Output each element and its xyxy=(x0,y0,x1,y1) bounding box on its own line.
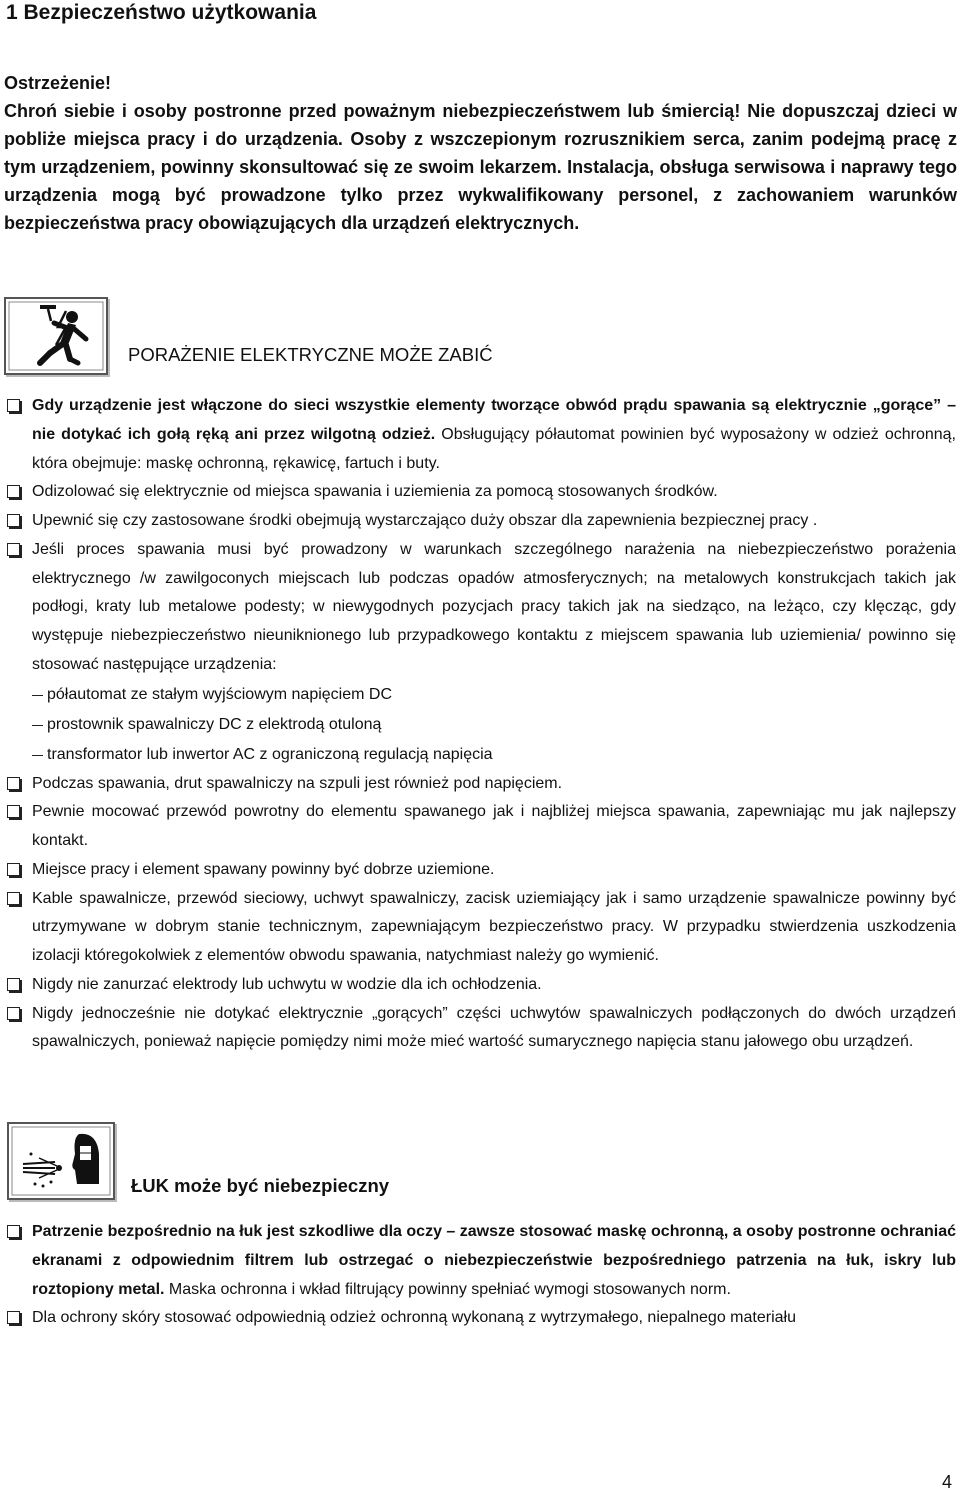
welding-arc-warning-icon xyxy=(7,1122,115,1200)
item-text: Nigdy nie zanurzać elektrody lub uchwytu w wodzie dla ich ochłodzenia. xyxy=(32,975,542,993)
checkbox-bullet-icon xyxy=(7,514,20,527)
list-item xyxy=(6,1000,956,1058)
list-item xyxy=(6,971,956,1000)
item-text: Podczas spawania, drut spawalniczy na szpuli jest również pod napięciem. xyxy=(32,774,563,792)
page-number: 4 xyxy=(941,1472,952,1492)
list-item xyxy=(6,770,956,799)
equipment-sublist xyxy=(32,680,956,770)
list-item xyxy=(6,1218,956,1304)
item-text: Pewnie mocować przewód powrotny do elementu spawanego jak i najbliżej miejsca spawania, zapewniając mu jak najlepszy kontakt. xyxy=(32,803,956,849)
sublist-item: transformator lub inwertor AC z ograniczoną regulacją napięcia xyxy=(32,740,956,770)
checkbox-bullet-icon xyxy=(7,485,20,498)
warning-label: Ostrzeżenie! xyxy=(4,73,112,93)
list-item xyxy=(6,507,956,536)
item-text: Upewnić się czy zastosowane środki obejmują wystarczająco duży obszar dla zapewnienia bezpiecznej pracy . xyxy=(32,512,818,529)
checkbox-bullet-icon xyxy=(7,1007,20,1020)
item-text: Maska ochronna i wkład filtrujący powinny spełniać wymogi stosowanych norm. xyxy=(164,1280,731,1298)
checkbox-bullet-icon xyxy=(7,543,20,556)
list-item xyxy=(6,798,956,856)
checkbox-bullet-icon xyxy=(7,892,20,905)
item-text: Nigdy jednocześnie nie dotykać elektrycznie „gorących” części uchwytów spawalniczych podłączonych do dwóch urządzeń spawalniczych, ponieważ napięcie pomiędzy nimi może mieć wartość sumarycznego napięcia stanu jałowego obu urządzeń. xyxy=(32,1004,956,1051)
item-text: Dla ochrony skóry stosować odpowiednią odzież ochronną wykonaną z wytrzymałego, niepalnego materiału xyxy=(32,1309,796,1327)
checkbox-bullet-icon xyxy=(7,399,20,412)
list-item xyxy=(6,478,956,507)
checkbox-bullet-icon xyxy=(7,1225,20,1238)
item-bold-text: Gdy urządzenie jest włączone do sieci wszystkie elementy tworzące obwód prądu spawania są elektrycznie „gorące” – nie dotykać ich gołą ręką ani przez wilgotną odzież. xyxy=(32,397,956,443)
list-item xyxy=(6,856,956,885)
shock-safety-list xyxy=(6,392,956,1057)
item-text: Kable spawalnicze, przewód sieciowy, uchwyt spawalniczy, zacisk uziemiający jak i samo urządzenie spawalnicze powinny być utrzymywane w dobrym stanie technicznym, zapewniającym bezpieczeństwo pracy. W przypadku stwierdzenia uszkodzenia izolacji któregokolwiek z elementów obwodu spawania, natychmiast należy go wymienić. xyxy=(32,889,956,964)
arc-safety-list xyxy=(6,1218,956,1333)
item-text: Odizolować się elektrycznie od miejsca spawania i uziemienia za pomocą stosowanych środków. xyxy=(32,483,718,501)
item-text: Miejsce pracy i element spawany powinny być dobrze uziemione. xyxy=(32,860,495,878)
shock-section-title: PORAŻENIE ELEKTRYCZNE MOŻE ZABIĆ xyxy=(128,344,493,365)
warning-text: Chroń siebie i osoby postronne przed poważnym niebezpieczeństwem lub śmiercią! Nie dopuszczaj dzieci w pobliże miejsca pracy i do urządzenia. Osoby z wszczepionym rozrusznikiem serca, zanim podejmą pracę z tym urządzeniem, powinny skonsultować się ze swoim lekarzem. Instalacja, obsługa serwisowa i naprawy tego urządzenia mogą być prowadzone tylko przez wykwalifikowany personel, z zachowaniem warunków bezpieczeństwa pracy obowiązujących dla urządzeń elektrycznych. xyxy=(4,101,957,233)
section-heading: 1 Bezpieczeństwo użytkowania xyxy=(6,1,317,24)
item-text: Jeśli proces spawania musi być prowadzony w warunkach szczególnego narażenia na niebezpieczeństwo porażenia elektrycznego /w zawilgoconych miejscach lub podczas opadów atmosferycznych; na metalowych konstrukcjach takich jak podłogi, kraty lub metalowe podesty; w niewygodnych pozycjach pracy takich jak na siedząco, na leżąco, czy klęcząc, gdy występuje niebezpieczeństwo nieuniknionego lub przypadkowego kontaktu z miejscem spawania lub uziemienia/ powinno się stosować następujące urządzenia: xyxy=(32,540,956,673)
item-text: Obsługujący półautomat powinien być wyposażony w odzież ochronną, która obejmuje: maskę ochronną, rękawicę, fartuch i buty. xyxy=(32,425,956,472)
list-item xyxy=(6,885,956,971)
checkbox-bullet-icon xyxy=(7,863,20,876)
electric-shock-warning-icon xyxy=(4,297,108,375)
warning-block xyxy=(4,69,957,237)
sublist-item: półautomat ze stałym wyjściowym napięciem DC xyxy=(32,680,956,710)
checkbox-bullet-icon xyxy=(7,1311,20,1324)
sublist-item: prostownik spawalniczy DC z elektrodą otuloną xyxy=(32,710,956,740)
list-item xyxy=(6,536,956,770)
checkbox-bullet-icon xyxy=(7,978,20,991)
item-bold-text: Patrzenie bezpośrednio na łuk jest szkodliwe dla oczy – zawsze stosować maskę ochronną, a osoby postronne ochraniać ekranami z odpowiednim filtrem lub ostrzegać o niebezpieczeństwie bezpośredniego patrzenia na łuk, iskry lub roztopiony metal. xyxy=(32,1223,956,1298)
list-item xyxy=(6,1304,956,1333)
checkbox-bullet-icon xyxy=(7,777,20,790)
checkbox-bullet-icon xyxy=(7,805,20,818)
list-item xyxy=(6,392,956,478)
arc-section-title: ŁUK może być niebezpieczny xyxy=(131,1175,390,1196)
